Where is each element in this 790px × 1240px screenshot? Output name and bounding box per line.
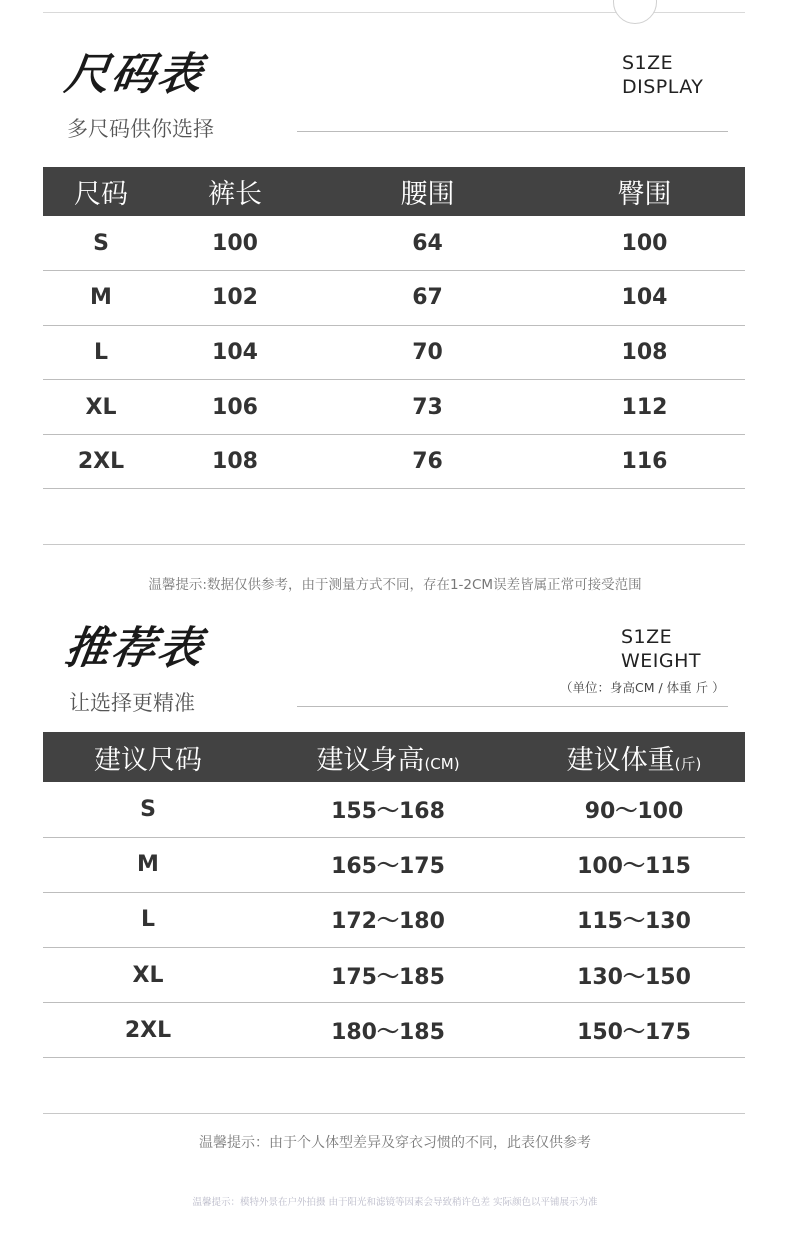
height-cell: 165～175 [253,837,523,892]
length-cell: 108 [159,434,311,489]
recommend-table [43,732,745,1058]
size-cell: L [43,892,253,947]
header-recommended-size [43,732,253,782]
length-cell: 102 [159,271,311,326]
size-en-line1: S1ZE [622,52,674,74]
waist-cell: 70 [311,325,544,380]
hip-cell: 104 [544,271,745,326]
size-table [43,167,745,489]
size-cell: XL [43,380,159,435]
footer-note: 温馨提示：模特外景在户外拍摄 由于阳光和滤镜等因素会导致稍许色差 实际颜色以平铺展示为准 [192,1197,598,1208]
table-row [43,892,745,947]
decorative-circle [613,0,657,24]
hip-cell: 108 [544,325,745,380]
size-en-label [622,51,703,99]
header-size: 尺码 [74,179,128,210]
table-row [43,837,745,892]
hip-cell: 112 [544,380,745,435]
height-cell: 180～185 [253,1003,523,1058]
recommend-table-header [43,732,745,782]
size-title-underline [297,131,728,132]
header-length: 裤长 [208,179,262,210]
size-cell: XL [43,948,253,1003]
header-hip: 臀围 [617,179,672,210]
weight-en-line1: S1ZE [621,626,673,648]
size-table-header [43,167,745,216]
table-row [43,325,745,380]
length-cell: 106 [159,380,311,435]
header-weight-unit: (斤) [674,754,702,773]
weight-en-label [621,625,701,673]
recommend-table-title: 推荐表 [61,623,207,674]
unit-note: （单位：身高CM / 体重 斤 ） [560,680,725,695]
header-recommended-height [253,732,523,782]
length-cell: 100 [159,216,311,271]
recommend-table-subtitle: 让选择更精准 [69,691,195,715]
waist-cell: 73 [311,380,544,435]
header-recommended-size-label: 建议尺码 [94,744,202,776]
size-note: 温馨提示:数据仅供参考，由于测量方式不同，存在1-2CM误差皆属正常可接受范围 [148,577,642,593]
weight-cell: 150～175 [523,1003,745,1058]
header-height-label: 建议身高 [316,744,425,776]
height-cell: 155～168 [253,782,523,837]
section-divider [43,544,745,545]
weight-cell: 130～150 [523,948,745,1003]
table-row [43,1003,745,1058]
hip-cell: 100 [544,216,745,271]
header-recommended-weight [523,732,745,782]
size-cell: M [43,837,253,892]
size-cell: 2XL [43,434,159,489]
waist-cell: 76 [311,434,544,489]
header-height-unit: (CM) [424,754,460,773]
height-cell: 175～185 [253,948,523,1003]
table-row [43,434,745,489]
recommend-note: 温馨提示：由于个人体型差异及穿衣习惯的不同，此表仅供参考 [199,1135,591,1151]
waist-cell: 64 [311,216,544,271]
header-weight-label: 建议体重 [566,744,675,776]
size-table-subtitle: 多尺码供你选择 [67,117,214,141]
waist-cell: 67 [311,271,544,326]
weight-cell: 115～130 [523,892,745,947]
weight-cell: 90～100 [523,782,745,837]
length-cell: 104 [159,325,311,380]
table-row [43,216,745,271]
table-row [43,271,745,326]
table-row [43,948,745,1003]
size-cell: L [43,325,159,380]
bottom-divider [43,1113,745,1114]
size-cell: S [43,216,159,271]
size-cell: M [43,271,159,326]
header-waist: 腰围 [400,179,455,210]
recommend-title-underline [297,706,728,707]
table-row [43,380,745,435]
size-table-title: 尺码表 [61,49,207,100]
height-cell: 172～180 [253,892,523,947]
weight-cell: 100～115 [523,837,745,892]
size-cell: 2XL [43,1003,253,1058]
size-cell: S [43,782,253,837]
weight-en-line2: WEIGHT [621,650,702,672]
hip-cell: 116 [544,434,745,489]
table-row [43,782,745,837]
size-en-line2: DISPLAY [622,76,704,98]
